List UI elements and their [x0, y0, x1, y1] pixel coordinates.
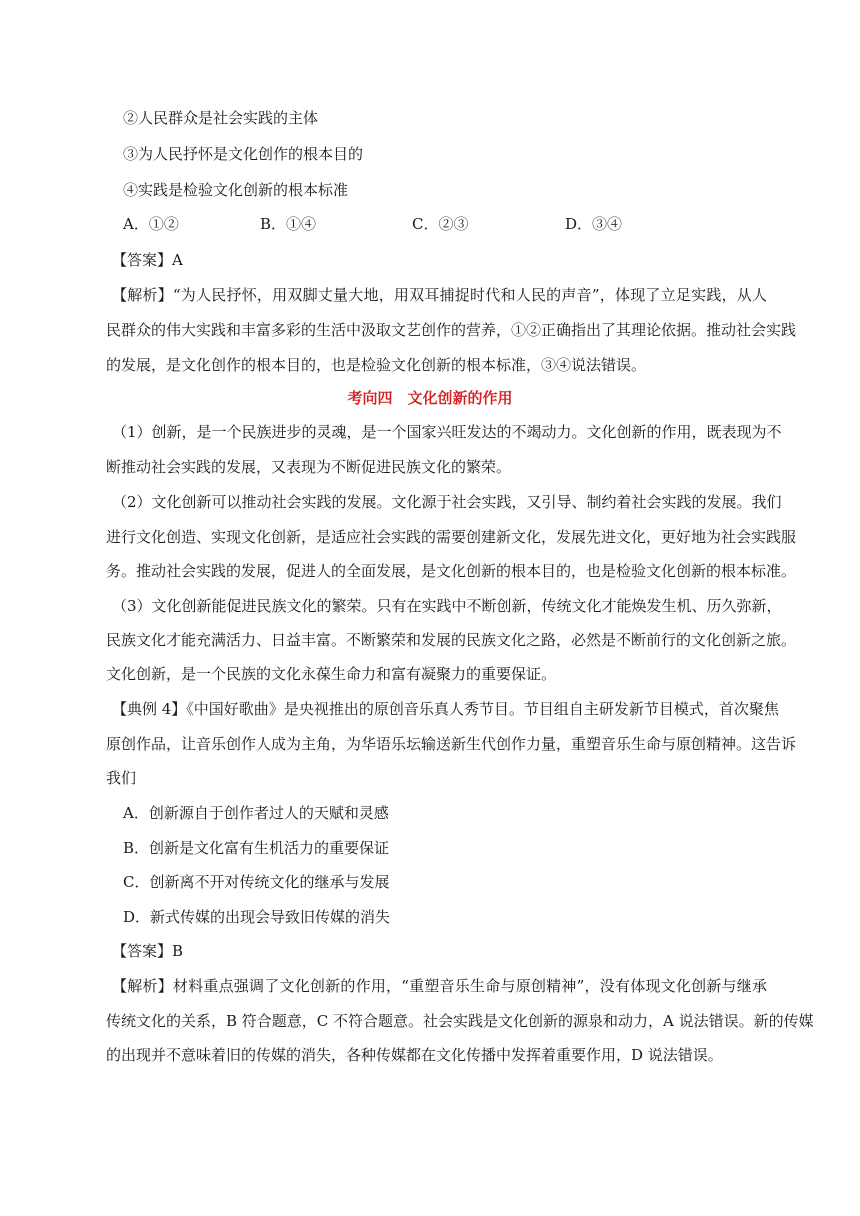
q4-option-a: A．创新源自于创作者过人的天赋和灵感: [123, 804, 389, 822]
q4-analysis-line-1: 【解析】材料重点强调了文化创新的作用，“重塑音乐生命与原创精神”，没有体现文化创新与继承: [112, 977, 767, 995]
para3-line-2: 民族文化才能充满活力、日益丰富。不断繁荣和发展的民族文化之路，必然是不断前行的文化创新之旅。: [106, 631, 797, 649]
q4-analysis-line-3: 的出现并不意味着旧的传媒的消失，各种传媒都在文化传播中发挥着重要作用，D 说法错误。: [106, 1046, 723, 1064]
intro-item-3: ③为人民抒怀是文化创作的根本目的: [123, 145, 364, 163]
example4-line-1: 【典例 4】《中国好歌曲》是央视推出的原创音乐真人秀节目。节目组自主研发新节目模式，首次聚焦: [112, 700, 779, 718]
q4-option-d: D．新式传媒的出现会导致旧传媒的消失: [123, 908, 391, 926]
q3-analysis-line-2: 民群众的伟大实践和丰富多彩的生活中汲取文艺创作的营养，①②正确指出了其理论依据。推动社会实践: [106, 321, 797, 339]
para3-line-1: （3）文化创新能促进民族文化的繁荣。只有在实践中不断创新，传统文化才能焕发生机、历久弥新，: [112, 597, 782, 615]
q3-analysis-line-1: 【解析】“为人民抒怀，用双脚丈量大地，用双耳捕捉时代和人民的声音”，体现了立足实践，从人: [112, 286, 767, 304]
intro-item-2: ②人民群众是社会实践的主体: [123, 109, 319, 127]
q3-option-d: D．③④: [565, 215, 623, 233]
q4-answer: 【答案】B: [112, 942, 184, 960]
q3-analysis-line-3: 的发展，是文化创作的根本目的，也是检验文化创新的根本标准，③④说法错误。: [106, 356, 647, 374]
example4-line-2: 原创作品，让音乐创作人成为主角，为华语乐坛输送新生代创作力量，重塑音乐生命与原创精神。这告诉: [106, 735, 797, 753]
example4-line-3: 我们: [106, 769, 137, 787]
q3-option-a: A．①②: [123, 215, 179, 233]
q4-option-b: B．创新是文化富有生机活力的重要保证: [123, 839, 390, 857]
q4-analysis-line-2: 传统文化的关系，B 符合题意，C 不符合题意。社会实践是文化创新的源泉和动力，A 说法错误。新的传媒: [106, 1012, 814, 1030]
q3-option-b: B．①④: [260, 215, 317, 233]
para2-line-1: （2）文化创新可以推动社会实践的发展。文化源于社会实践，又引导、制约着社会实践的发展。我们: [112, 493, 782, 511]
para3-line-3: 文化创新，是一个民族的文化永葆生命力和富有凝聚力的重要保证。: [106, 665, 557, 683]
q3-answer: 【答案】A: [112, 251, 183, 269]
q4-option-c: C．创新离不开对传统文化的继承与发展: [123, 873, 390, 891]
intro-item-4: ④实践是检验文化创新的根本标准: [123, 181, 349, 199]
para1-line-2: 断推动社会实践的发展，又表现为不断促进民族文化的繁荣。: [106, 458, 512, 476]
para1-line-1: （1）创新，是一个民族进步的灵魂，是一个国家兴旺发达的不竭动力。文化创新的作用，既表现为不: [112, 423, 782, 441]
para2-line-3: 务。推动社会实践的发展，促进人的全面发展，是文化创新的根本目的，也是检验文化创新的根本标准。: [106, 562, 797, 580]
section-title: 考向四 文化创新的作用: [347, 389, 513, 407]
q3-option-c: C．②③: [412, 215, 469, 233]
para2-line-2: 进行文化创造、实现文化创新，是适应社会实践的需要创建新文化，发展先进文化，更好地为社会实践服: [106, 528, 797, 546]
